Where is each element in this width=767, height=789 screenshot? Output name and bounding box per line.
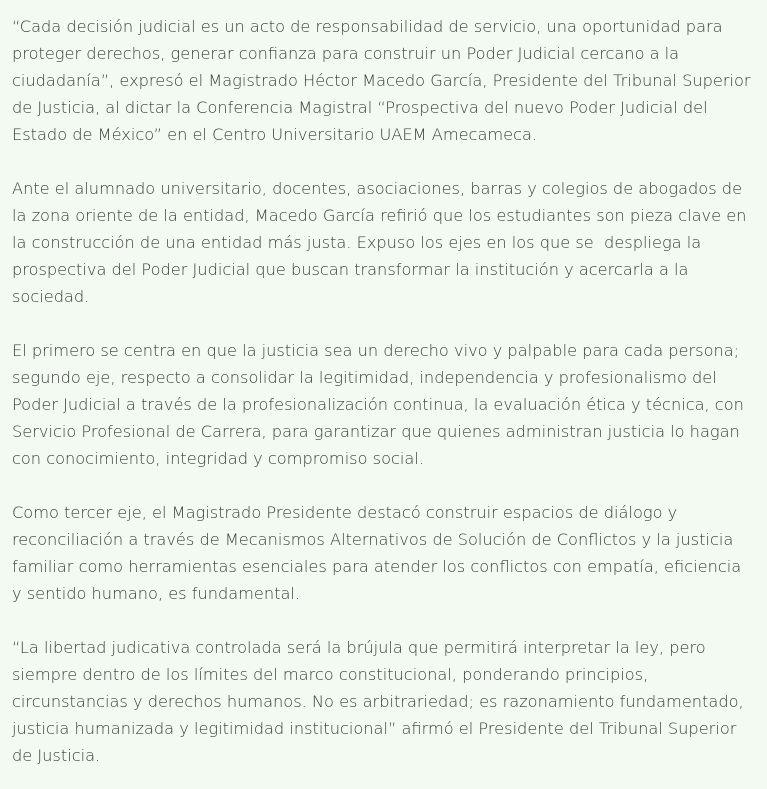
- article-paragraph-3: El primero se centra en que la justicia sea un derecho vivo y palpable para cada persona; segundo eje, respecto a consolidar la legitimidad, independencia y profesionalismo del Poder Judicial a través de la profesionalización continua, la evaluación ética y técnica, con Servicio Profesional de Carrera, para garantizar que quienes administran justicia lo hagan con conocimiento, integridad y compromiso social.: [12, 341, 750, 468]
- article-paragraph-1: “Cada decisión judicial es un acto de responsabilidad de servicio, una oportunidad para proteger derechos, generar confianza para construir un Poder Judicial cercano a la ciudadanía”, expresó el Magistrado Héctor Macedo García, Presidente del Tribunal Superior de Justicia, al dictar la Conferencia Magistral “Prospectiva del nuevo Poder Judicial del Estado de México” en el Centro Universitario UAEM Amecameca.: [12, 17, 756, 144]
- article-paragraph-4: Como tercer eje, el Magistrado Presidente destacó construir espacios de diálogo y reconciliación a través de Mecanismos Alternativos de Solución de Conflictos y la justicia familiar como herramientas esenciales para atender los conflictos con empatía, eficiencia y sentido humano, es fundamental.: [12, 503, 747, 603]
- article-paragraph-5: “La libertad judicativa controlada será la brújula que permitirá interpretar la ley, pero siempre dentro de los límites del marco constitucional, ponderando principios, circunstancias y derechos humanos. No es arbitrariedad; es razonamiento fundamentado, justicia humanizada y legitimidad institucional” afirmó el Presidente del Tribunal Superior de Justicia.: [12, 638, 749, 765]
- article-paragraph-2: Ante el alumnado universitario, docentes, asociaciones, barras y colegios de abogados de la zona oriente de la entidad, Macedo García refirió que los estudiantes son pieza clave en la construcción de una entidad más justa. Expuso los ejes en los que se despliega la prospectiva del Poder Judicial que buscan transformar la institución y acercarla a la sociedad.: [12, 179, 752, 306]
